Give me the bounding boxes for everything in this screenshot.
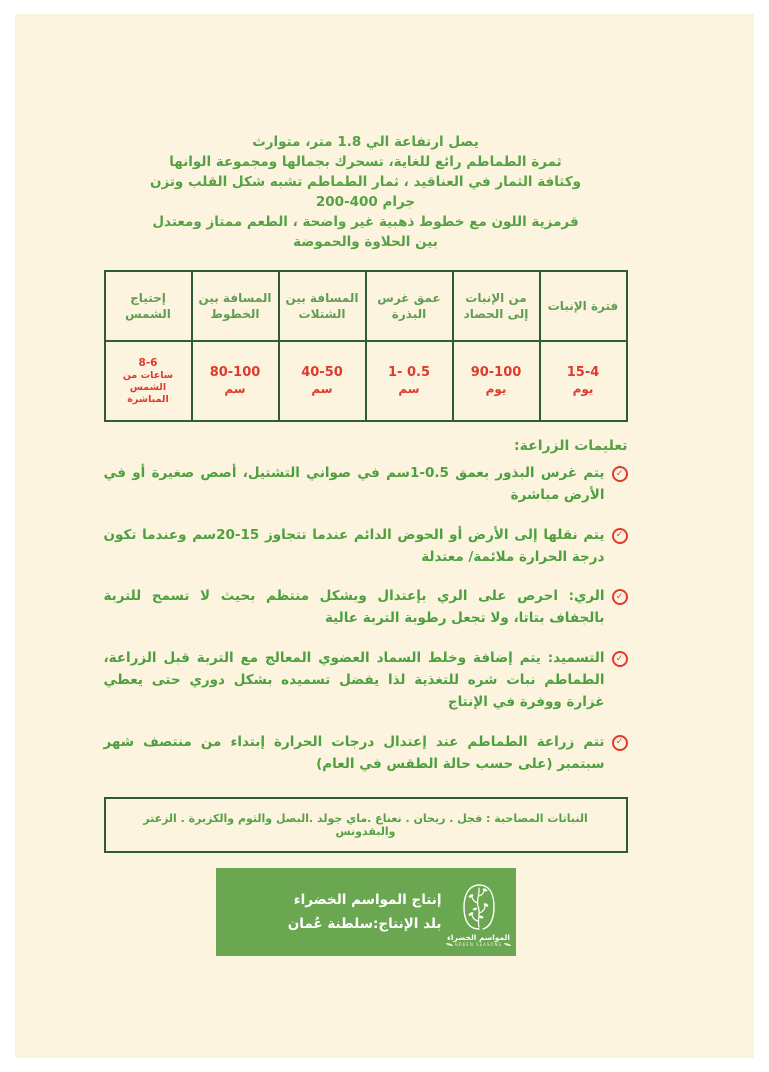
table-value-sun-requirement: 8-6 ساعات من الشمس المباشرة: [106, 342, 191, 420]
description-line: يصل ارتفاعة الي 1.8 متر، متوارث: [252, 134, 479, 150]
logo-caption-arabic: المواسم الخضراء: [447, 933, 510, 943]
plant-description: [104, 132, 628, 252]
companion-plants-box: [104, 797, 628, 853]
instruction-text: تتم زراعة الطماطم عند إعتدال درجات الحرارة إبتداء من منتصف شهر سبتمبر (على حسب حالة الطقس في العام): [103, 733, 605, 772]
description-line: بين الحلاوة والحموضة: [293, 234, 438, 250]
production-country-line: بلد الإنتاج:سلطنة عُمان: [287, 916, 442, 933]
description-weight-line: 200-400 جرام: [315, 194, 416, 210]
producer-footer: [216, 868, 516, 956]
table-header-germination-period: فترة الإنبات: [541, 272, 626, 340]
content-column: [104, 14, 628, 956]
table-header-row-spacing: المسافة بين الخطوط: [193, 272, 278, 340]
table-header-seedling-spacing: المسافة بين الشتلات: [280, 272, 365, 340]
instruction-text: التسميد: يتم إضافة وخلط السماد العضوي المعالج مع التربة قبل الزراعة، الطماطم نبات شره للتغذية لذا يفضل تسميده بشكل دوري حتى يعطي غزارة ووفرة في الإنتاج: [103, 650, 605, 710]
companion-plants-text: النباتات المصاحبة : فجل . ريحان . نعناع .ماي جولد .البصل والثوم والكزبرة . الزعتر والبقدونس: [143, 812, 588, 839]
table-value-seedling-spacing: 40-50 سم: [280, 342, 365, 420]
check-circle-icon: ✓: [612, 466, 628, 482]
producer-line: إنتاج المواسم الخضراء: [293, 892, 442, 909]
green-seasons-logo-icon: [459, 883, 499, 931]
logo-caption-english: GREEN SEASONS: [446, 942, 511, 947]
planting-instructions: [104, 438, 628, 775]
instruction-text: يتم غرس البذور بعمق 0.5-1سم في صواني التشتيل، أصص صغيرة أو في الأرض مباشرة: [103, 465, 605, 503]
table-value-seed-depth: 1- 0.5 سم: [367, 342, 452, 420]
description-line: ثمرة الطماطم رائع للغاية، تسحرك بجمالها ومجموعة الوانها: [169, 154, 562, 170]
instruction-item-watering: [104, 586, 628, 630]
instruction-item-transplanting: [104, 525, 628, 569]
table-value-row-spacing: 80-100 سم: [193, 342, 278, 420]
instruction-text: يتم نقلها إلى الأرض أو الحوض الدائم عندما تتجاوز 15-20سم وعندما تكون درجة الحرارة ملائمة/ معتدلة: [103, 526, 605, 565]
instruction-item-sowing: [104, 463, 628, 507]
producer-text: [216, 888, 442, 937]
check-circle-icon: ✓: [612, 651, 628, 667]
check-circle-icon: ✓: [612, 589, 628, 605]
check-circle-icon: ✓: [612, 528, 628, 544]
table-header-seed-depth: عمق غرس البذرة: [367, 272, 452, 340]
table-value-germination-to-harvest: 90-100 يوم: [454, 342, 539, 420]
instruction-item-season: [104, 732, 628, 776]
instruction-text: الري: احرص على الري بإعتدال وبشكل منتظم بحيث لا تسمح للتربة بالجفاف بتاتا، ولا تجعل رطوبة التربة عالية: [103, 588, 605, 627]
table-value-germination-period: 15-4 يوم: [541, 342, 626, 420]
description-line: وكثافة الثمار في العناقيد ، ثمار الطماطم تشبه شكل القلب وتزن: [149, 174, 582, 190]
leaf-flourish-icon: [504, 943, 511, 946]
planting-data-table: [104, 270, 628, 422]
instruction-item-fertilizing: [104, 648, 628, 714]
table-header-sun-requirement: إحتياج الشمس: [106, 272, 191, 340]
sheet-background: [15, 14, 754, 1058]
brand-logo-block: [442, 877, 516, 947]
check-circle-icon: ✓: [612, 735, 628, 751]
leaf-flourish-icon: [446, 943, 453, 946]
instructions-title: تعليمات الزراعة:: [514, 438, 628, 454]
description-line: قرمزية اللون مع خطوط ذهبية غير واضحة ، الطعم ممتاز ومعتدل: [152, 214, 579, 230]
table-header-germination-to-harvest: من الإنبات إلى الحصاد: [454, 272, 539, 340]
